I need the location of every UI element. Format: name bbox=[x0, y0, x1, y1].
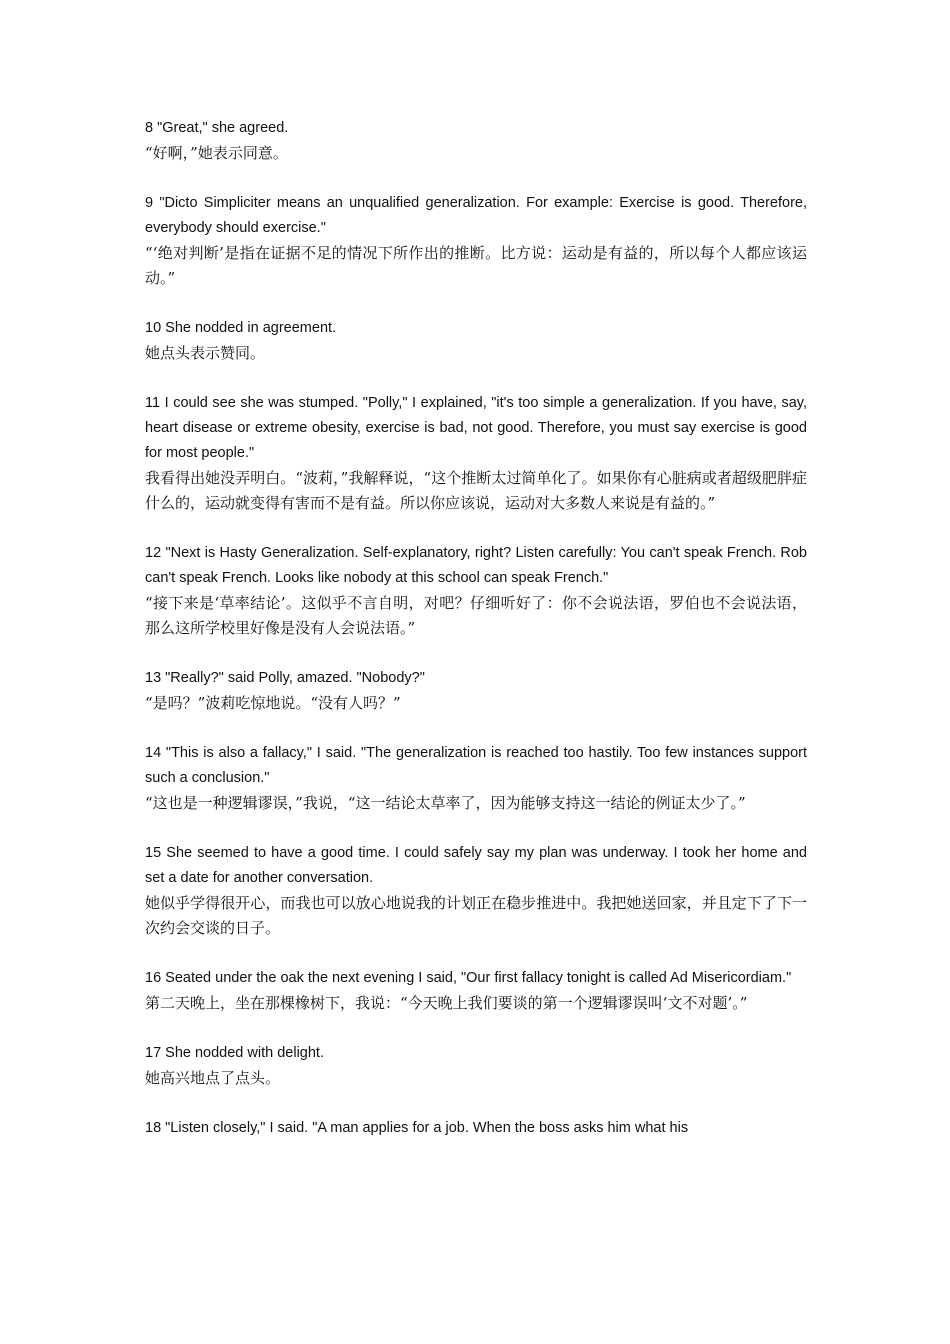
english-text: 8 "Great," she agreed. bbox=[145, 120, 289, 136]
english-text: 18 "Listen closely," I said. "A man applies for a job. When the boss asks him what his bbox=[145, 1120, 689, 1136]
english-text: 10 She nodded in agreement. bbox=[145, 320, 337, 336]
paragraph-8 bbox=[145, 116, 807, 166]
document-page bbox=[145, 116, 807, 1166]
paragraph-10 bbox=[145, 316, 807, 366]
chinese-text: 她似乎学得很开心，而我也可以放心地说我的计划正在稳步推进中。我把她送回家，并且定下了下一次约会交谈的日子。 bbox=[145, 894, 807, 937]
english-text: 11 I could see she was stumped. "Polly," I explained, "it's too simple a generalization. If you have, say, heart disease or extreme obesity, exercise is bad, not good. Therefore, you must say exercise is good for most people." bbox=[145, 395, 807, 461]
chinese-text: “接下来是‘草率结论’。这似乎不言自明，对吧？仔细听好了：你不会说法语，罗伯也不会说法语，那么这所学校里好像是没有人会说法语。” bbox=[145, 594, 807, 637]
chinese-text: 我看得出她没弄明白。“波莉，”我解释说，“这个推断太过简单化了。如果你有心脏病或者超级肥胖症什么的，运动就变得有害而不是有益。所以你应该说，运动对大多数人来说是有益的。” bbox=[145, 469, 807, 512]
paragraph-9 bbox=[145, 191, 807, 291]
chinese-text: “是吗？”波莉吃惊地说。“没有人吗？” bbox=[145, 694, 401, 712]
paragraph-16 bbox=[145, 966, 807, 1016]
english-text: 9 "Dicto Simpliciter means an unqualified generalization. For example: Exercise is good. Therefore, everybody should exercise." bbox=[145, 195, 807, 236]
paragraph-18 bbox=[145, 1116, 807, 1141]
english-text: 16 Seated under the oak the next evening I said, "Our first fallacy tonight is called Ad Misericordiam." bbox=[145, 970, 792, 986]
english-text: 13 "Really?" said Polly, amazed. "Nobody?" bbox=[145, 670, 425, 686]
chinese-text: 她高兴地点了点头。 bbox=[145, 1069, 281, 1087]
english-text: 15 She seemed to have a good time. I could safely say my plan was underway. I took her home and set a date for another conversation. bbox=[145, 845, 807, 886]
paragraph-12 bbox=[145, 541, 807, 641]
paragraph-17 bbox=[145, 1041, 807, 1091]
chinese-text: “好啊，”她表示同意。 bbox=[145, 144, 288, 162]
chinese-text: “‘绝对判断’是指在证据不足的情况下所作出的推断。比方说：运动是有益的，所以每个人都应该运动。” bbox=[145, 244, 807, 287]
english-text: 17 She nodded with delight. bbox=[145, 1045, 324, 1061]
paragraph-13 bbox=[145, 666, 807, 716]
chinese-text: 她点头表示赞同。 bbox=[145, 344, 266, 362]
chinese-text: “这也是一种逻辑谬误，”我说，“这一结论太草率了，因为能够支持这一结论的例证太少了。” bbox=[145, 794, 746, 812]
paragraph-11 bbox=[145, 391, 807, 516]
paragraph-14 bbox=[145, 741, 807, 816]
english-text: 14 "This is also a fallacy," I said. "The generalization is reached too hastily. Too few instances support such a conclusion." bbox=[145, 745, 807, 786]
english-text: 12 "Next is Hasty Generalization. Self-explanatory, right? Listen carefully: You can't speak French. Rob can't speak French. Looks like nobody at this school can speak French." bbox=[145, 545, 807, 586]
paragraph-15 bbox=[145, 841, 807, 941]
chinese-text: 第二天晚上，坐在那棵橡树下，我说：“今天晚上我们要谈的第一个逻辑谬误叫‘文不对题’。” bbox=[145, 994, 748, 1012]
